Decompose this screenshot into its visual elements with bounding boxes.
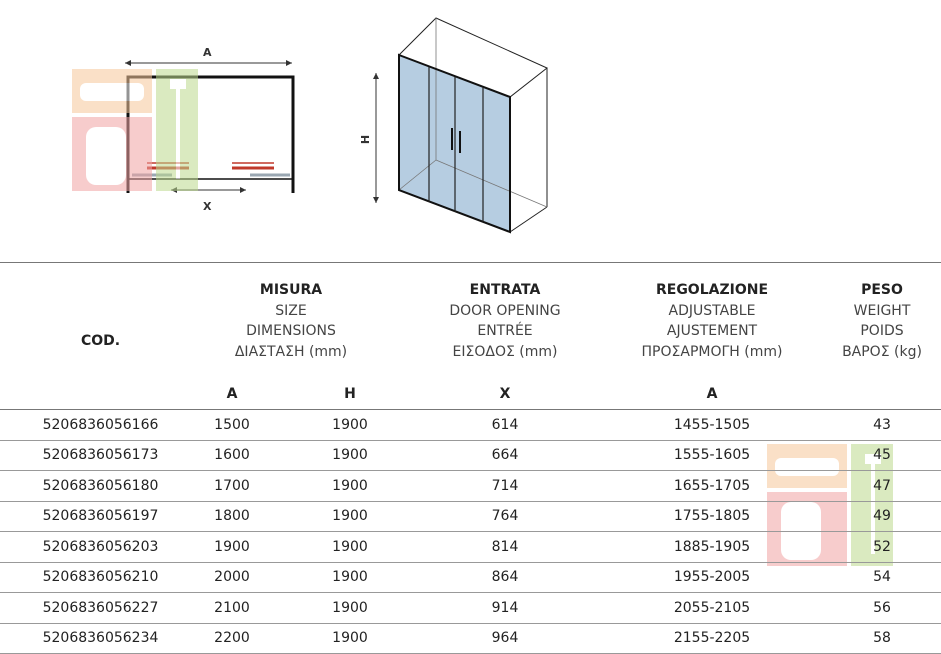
width-a-cell: 2000 (173, 562, 291, 593)
table-header-row (0, 263, 941, 380)
height-h-cell: 1900 (291, 593, 409, 624)
product-code-cell: 5206836056227 (0, 593, 173, 624)
weight-cell: 49 (823, 501, 941, 532)
height-h-cell: 1900 (291, 623, 409, 654)
weight-cell: 54 (823, 562, 941, 593)
product-code-cell: 5206836056180 (0, 471, 173, 502)
entry-x-cell: 764 (409, 501, 601, 532)
table-subheader-row (0, 379, 941, 410)
weight-cell: 58 (823, 623, 941, 654)
width-a-cell: 1600 (173, 440, 291, 471)
entry-x-cell: 914 (409, 593, 601, 624)
width-a-cell: 1700 (173, 471, 291, 502)
product-code-cell: 5206836056234 (0, 623, 173, 654)
weight-cell: 47 (823, 471, 941, 502)
table-row (0, 471, 941, 502)
adjust-range-cell: 1955-2005 (601, 562, 823, 593)
width-a-cell: 1900 (173, 532, 291, 563)
entry-x-cell: 614 (409, 410, 601, 441)
subheader-a: A (173, 379, 291, 410)
furniture-logo-icon (72, 69, 198, 191)
weight-cell: 43 (823, 410, 941, 441)
code-header: COD. (80, 332, 121, 349)
dimension-label-h: H (359, 134, 373, 145)
adjust-range-cell: 1885-1905 (601, 532, 823, 563)
header-door-opening: ENTRATA DOOR OPENING ENTRÉE ΕΙΣΟΔΟΣ (mm) (409, 263, 601, 380)
spec-table (0, 262, 941, 654)
entry-x-cell: 964 (409, 623, 601, 654)
width-a-cell: 1800 (173, 501, 291, 532)
table-row (0, 532, 941, 563)
weight-cell: 56 (823, 593, 941, 624)
height-h-cell: 1900 (291, 410, 409, 441)
subheader-a-adjust: A (601, 379, 823, 410)
table-row (0, 623, 941, 654)
entry-x-cell: 864 (409, 562, 601, 593)
dimension-label-x: X (203, 200, 212, 213)
adjust-range-cell: 1755-1805 (601, 501, 823, 532)
height-h-cell: 1900 (291, 471, 409, 502)
table-row (0, 593, 941, 624)
height-h-cell: 1900 (291, 562, 409, 593)
product-code-cell: 5206836056166 (0, 410, 173, 441)
header-weight: PESO WEIGHT POIDS ΒΑΡΟΣ (kg) (823, 263, 941, 380)
adjust-range-cell: 1455-1505 (601, 410, 823, 441)
adjust-range-cell: 2055-2105 (601, 593, 823, 624)
watermark-logo (72, 69, 198, 191)
product-code-cell: 5206836056210 (0, 562, 173, 593)
table-row (0, 410, 941, 441)
product-code-cell: 5206836056203 (0, 532, 173, 563)
height-h-cell: 1900 (291, 501, 409, 532)
table-row (0, 440, 941, 471)
adjust-range-cell: 1655-1705 (601, 471, 823, 502)
width-a-cell: 2100 (173, 593, 291, 624)
height-h-cell: 1900 (291, 532, 409, 563)
product-code-cell: 5206836056197 (0, 501, 173, 532)
header-size: MISURA SIZE DIMENSIONS ΔΙΑΣΤΑΣΗ (mm) (173, 263, 409, 380)
weight-cell: 45 (823, 440, 941, 471)
header-adjustable: REGOLAZIONE ADJUSTABLE AJUSTEMENT ΠΡΟΣΑΡΜΟΓΗ (mm) (601, 263, 823, 380)
adjust-range-cell: 2155-2205 (601, 623, 823, 654)
subheader-x: X (409, 379, 601, 410)
dimension-label-a: A (203, 46, 212, 59)
perspective-view-diagram (373, 18, 547, 232)
weight-cell: 52 (823, 532, 941, 563)
product-code-cell: 5206836056173 (0, 440, 173, 471)
subheader-h: H (291, 379, 409, 410)
adjust-range-cell: 1555-1605 (601, 440, 823, 471)
entry-x-cell: 664 (409, 440, 601, 471)
width-a-cell: 1500 (173, 410, 291, 441)
width-a-cell: 2200 (173, 623, 291, 654)
table-row (0, 562, 941, 593)
table-row (0, 501, 941, 532)
height-h-cell: 1900 (291, 440, 409, 471)
entry-x-cell: 814 (409, 532, 601, 563)
entry-x-cell: 714 (409, 471, 601, 502)
